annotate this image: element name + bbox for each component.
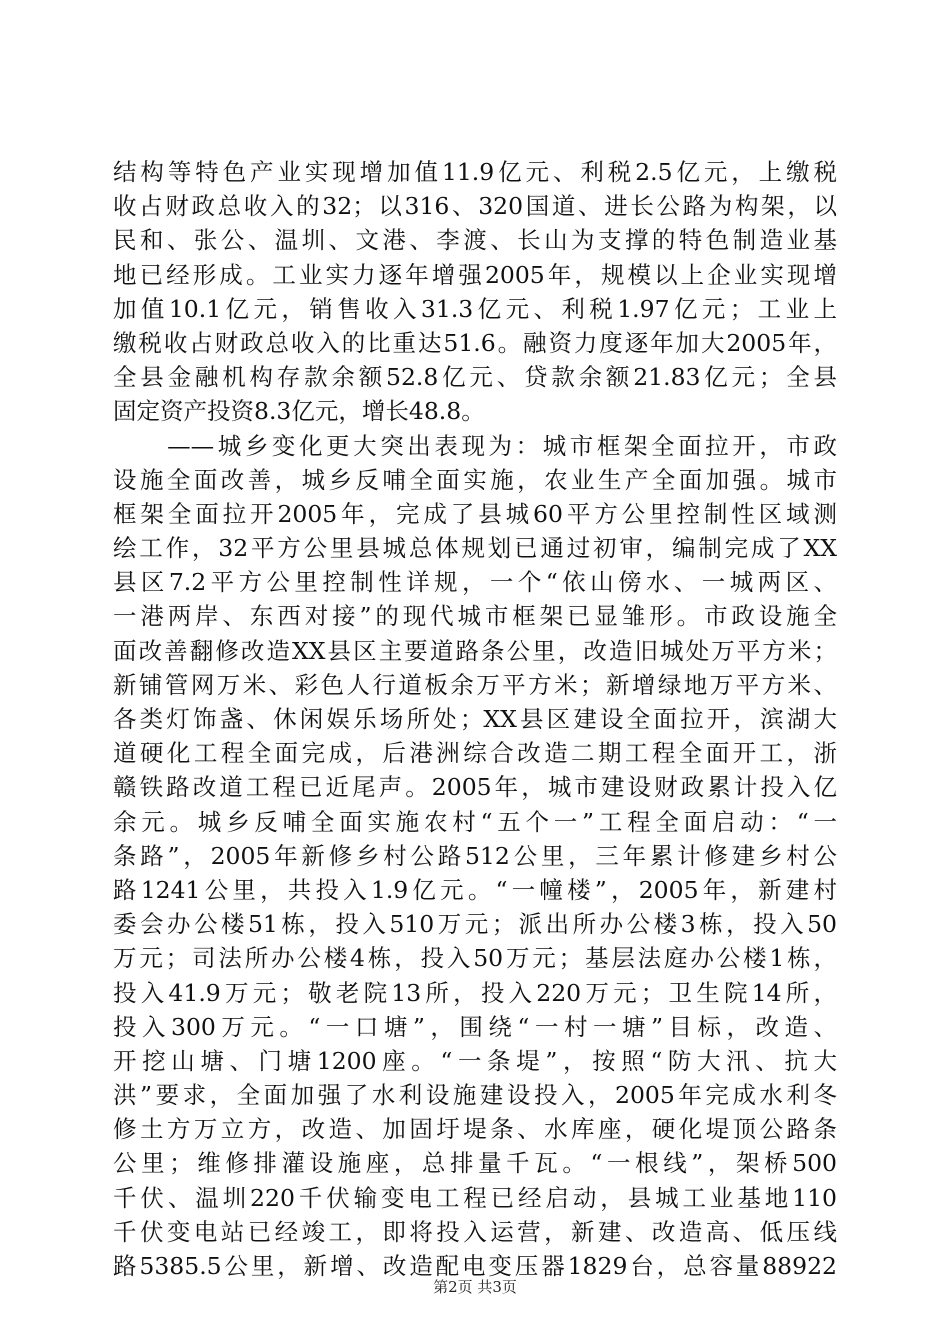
text-line: 缴税收占财政总收入的比重达51.6。融资力度逐年加大2005年，: [113, 328, 837, 357]
text-line: 框架全面拉开2005年，完成了县城60平方公里控制性区域测: [113, 499, 837, 528]
text-line: 路5385.5公里，新增、改造配电变压器1829台，总容量88922: [113, 1252, 837, 1280]
text-line: 县区7.2平方公里控制性详规，一个“依山傍水、一城两区、: [113, 568, 837, 597]
text-line: 千伏变电站已经竣工，即将投入运营，新建、改造高、低压线: [113, 1217, 837, 1246]
text-line: 加值10.1亿元，销售收入31.3亿元、利税1.97亿元；工业上: [113, 294, 837, 323]
text-line: 面改善翻修改造XX县区主要道路条公里，改造旧城处万平方米；: [113, 636, 837, 665]
text-line: 路1241公里，共投入1.9亿元。“一幢楼”，2005年，新建村: [113, 875, 837, 904]
page-footer: 第2页 共3页: [433, 1278, 517, 1296]
text-line: 各类灯饰盏、休闲娱乐场所处；XX县区建设全面拉开，滨湖大: [113, 705, 837, 733]
text-line: 万元；司法所办公楼4栋，投入50万元；基层法庭办公楼1栋，: [113, 944, 837, 973]
text-line: 绘工作，32平方公里县城总体规划已通过初审，编制完成了XX: [113, 534, 837, 563]
text-line: 条路”，2005年新修乡村公路512公里，三年累计修建乡村公: [113, 841, 837, 870]
text-line: 固定资产投资8.3亿元，增长48.8。: [113, 397, 485, 426]
text-line: 民和、张公、温圳、文港、李渡、长山为支撑的特色制造业基: [113, 226, 837, 255]
text-line: 结构等特色产业实现增加值11.9亿元、利税2.5亿元，上缴税: [113, 158, 837, 186]
text-line: 赣铁路改道工程已近尾声。2005年，城市建设财政累计投入亿: [113, 773, 837, 802]
text-line: 地已经形成。工业实力逐年增强2005年，规模以上企业实现增: [113, 260, 837, 289]
text-line: 一港两岸、东西对接”的现代城市框架已显雏形。市政设施全: [113, 602, 837, 631]
document-body: [113, 155, 837, 1283]
text-line: 全县金融机构存款余额52.8亿元、贷款余额21.83亿元；全县: [113, 363, 837, 392]
text-line: 收占财政总收入的32；以316、320国道、进长公路为构架，以: [113, 192, 837, 221]
text-line: 余元。城乡反哺全面实施农村“五个一”工程全面启动：“一: [113, 807, 837, 836]
text-line: 设施全面改善，城乡反哺全面实施，农业生产全面加强。城市: [113, 465, 837, 494]
text-line: ——城乡变化更大突出表现为：城市框架全面拉开，市政: [113, 431, 837, 460]
text-line: 开挖山塘、门塘1200座。“一条堤”，按照“防大汛、抗大: [113, 1046, 837, 1075]
text-line: 公里；维修排灌设施座，总排量千瓦。“一根线”，架桥500: [113, 1149, 837, 1178]
text-line: 道硬化工程全面完成，后港洲综合改造二期工程全面开工，浙: [113, 739, 837, 768]
text-line: 洪”要求，全面加强了水利设施建设投入，2005年完成水利冬: [113, 1081, 837, 1110]
text-line: 新铺管网万米、彩色人行道板余万平方米；新增绿地万平方米、: [113, 670, 837, 699]
text-line: 投入300万元。“一口塘”，围绕“一村一塘”目标，改造、: [113, 1012, 837, 1041]
text-line: 千伏、温圳220千伏输变电工程已经启动，县城工业基地110: [113, 1183, 837, 1212]
text-line: 委会办公楼51栋，投入510万元；派出所办公楼3栋，投入50: [113, 910, 837, 939]
text-line: 投入41.9万元；敬老院13所，投入220万元；卫生院14所，: [113, 978, 837, 1007]
text-line: 修土方万立方，改造、加固圩堤条、水库座，硬化堤顶公路条: [113, 1115, 837, 1144]
